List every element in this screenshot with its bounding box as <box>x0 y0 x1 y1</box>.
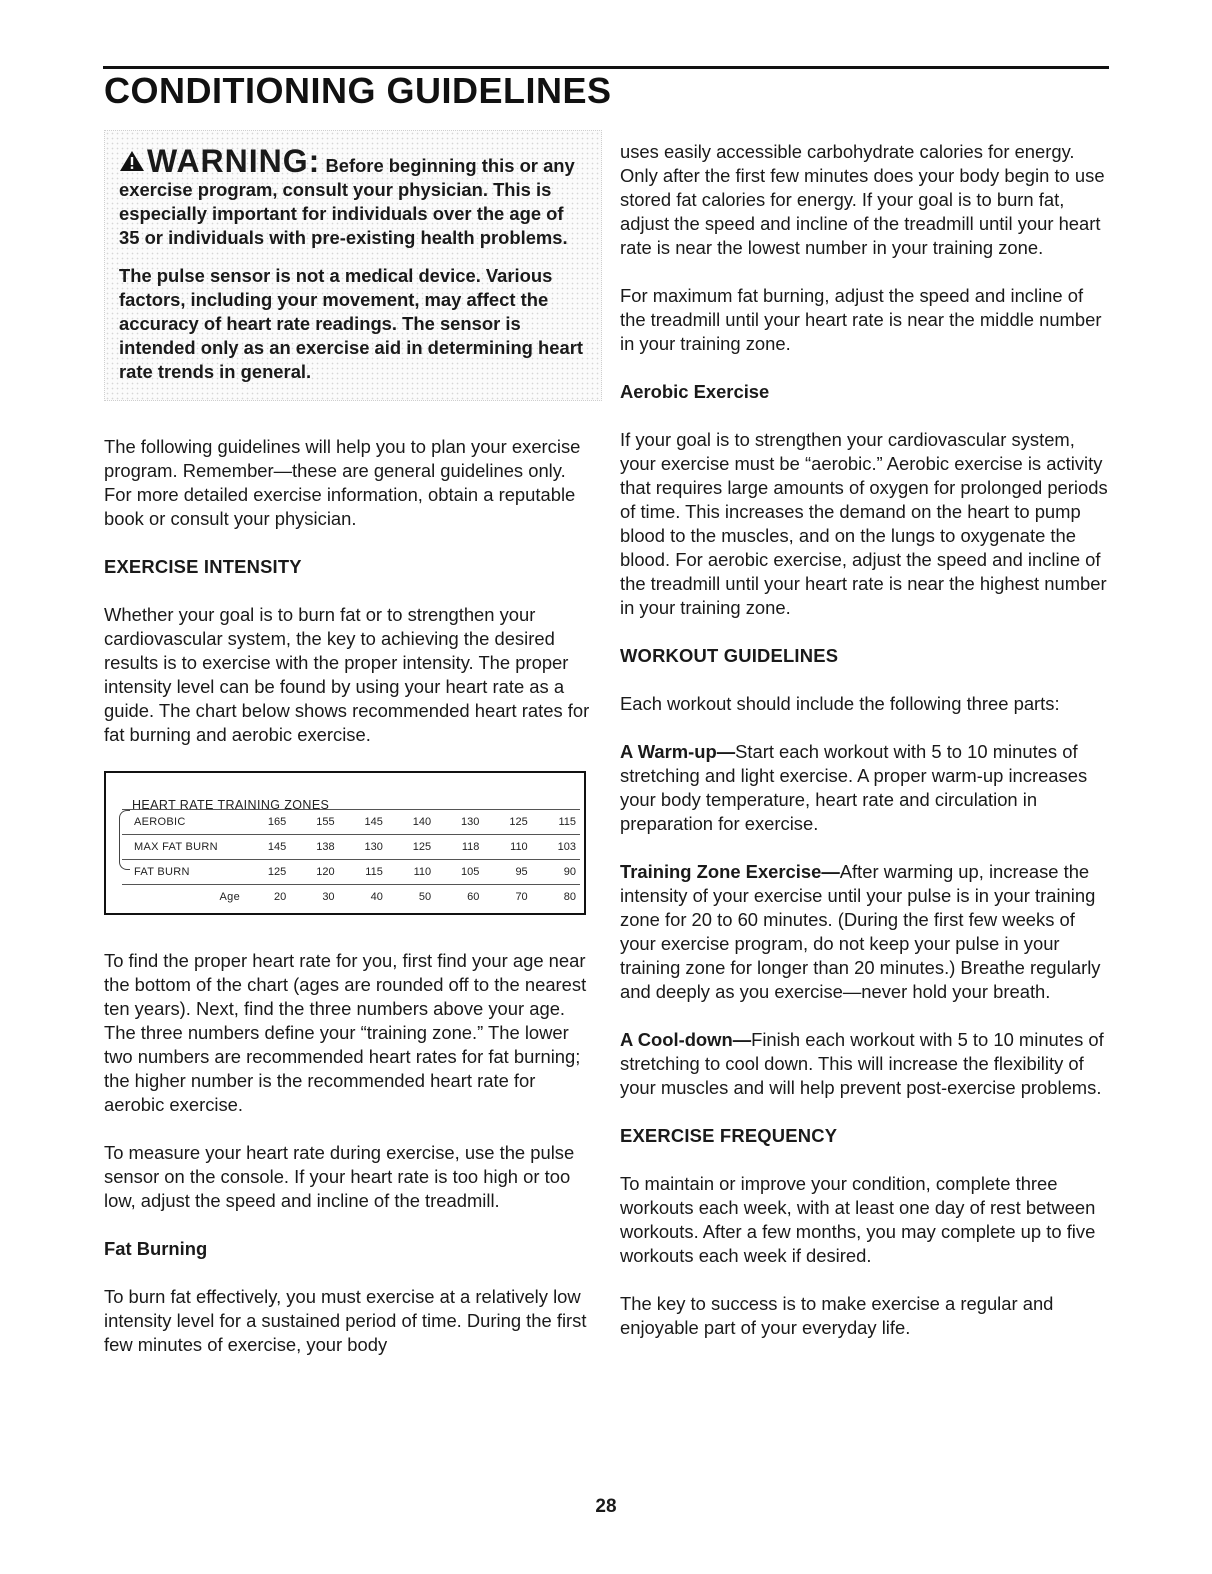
intro-paragraph: The following guidelines will help you to plan your exercise program. Remember—these are general guidelines only. For more detailed exercise information, obtain a reputable book or consult your physician. <box>104 436 581 529</box>
warning-lead-text: Before beginning this or any exercise program, consult your physician. This is especially important for individuals over the age of 35 or individuals with pre-existing health problems. <box>119 155 575 248</box>
age-value: 50 <box>418 891 432 903</box>
table-row <box>122 835 580 860</box>
age-value: 30 <box>322 891 335 903</box>
training-zone-paragraph <box>620 860 1110 1004</box>
age-label: Age <box>219 891 240 903</box>
heart-rate-value: 140 <box>387 810 435 835</box>
table-row <box>122 860 580 885</box>
cooldown-lead: A Cool-down— <box>620 1029 752 1050</box>
zone-label: AEROBIC <box>122 810 242 835</box>
heart-rate-value: 115 <box>339 860 387 885</box>
find-heart-rate-paragraph: To find the proper heart rate for you, first find your age near the bottom of the chart (ages are rounded off to the nearest ten years). Next, find the three numbers above your age. The three numbers define your “training zone.” The lower two numbers are recommended heart rates for fat burning; the higher number is the recommended heart rate for aerobic exercise. <box>104 950 587 1115</box>
left-column <box>104 130 594 1381</box>
age-value: 70 <box>515 891 528 903</box>
training-zone-lead: Training Zone Exercise— <box>620 861 840 882</box>
warning-box <box>104 130 602 401</box>
heart-rate-value: 165 <box>242 810 290 835</box>
exercise-intensity-heading: EXERCISE INTENSITY <box>104 556 302 577</box>
warning-second-text: The pulse sensor is not a medical device. Various factors, including your movement, may affect the accuracy of heart rate readings. The sensor is intended only as an exercise aid in determining heart rate trends in general. <box>119 265 583 382</box>
aerobic-exercise-heading: Aerobic Exercise <box>620 381 770 402</box>
training-zone-text: After warming up, increase the intensity of your exercise until your pulse is in your training zone for 20 to 60 minutes. (During the first few weeks of your exercise program, do not keep your pulse in your training zone for longer than 20 minutes.) Breathe regularly and deeply as you exercise—never hold your breath. <box>620 861 1101 1002</box>
fat-burning-heading: Fat Burning <box>104 1238 208 1259</box>
age-row <box>122 885 580 910</box>
workout-guidelines-heading: WORKOUT GUIDELINES <box>620 645 839 666</box>
heart-rate-value: 145 <box>339 810 387 835</box>
measure-paragraph: To measure your heart rate during exercise, use the pulse sensor on the console. If your heart rate is too high or too low, adjust the speed and incline of the treadmill. <box>104 1142 575 1211</box>
cooldown-text: Finish each workout with 5 to 10 minutes of stretching to cool down. This will increase the flexibility of your muscles and will help prevent post-exercise problems. <box>620 1029 1104 1098</box>
heart-rate-value: 103 <box>532 835 580 860</box>
heart-rate-value: 105 <box>435 860 483 885</box>
age-value: 40 <box>370 891 383 903</box>
heart-rate-value: 110 <box>387 860 435 885</box>
zone-label: MAX FAT BURN <box>122 835 242 860</box>
heart-rate-value: 120 <box>290 860 338 885</box>
chart-title: HEART RATE TRAINING ZONES <box>132 798 330 812</box>
heart-rate-value: 155 <box>290 810 338 835</box>
heart-rate-value: 115 <box>532 810 580 835</box>
cooldown-paragraph <box>620 1028 1110 1100</box>
fat-burning-paragraph: To burn fat effectively, you must exercise at a relatively low intensity level for a sustained period of time. During the first few minutes of exercise, your body <box>104 1286 587 1355</box>
right-column <box>620 140 1110 1364</box>
table-row <box>122 810 580 835</box>
intensity-paragraph: Whether your goal is to burn fat or to strengthen your cardiovascular system, the key to achieving the desired results is to exercise with the proper intensity. The proper intensity level can be found by using your heart rate as a guide. The chart below shows recommended heart rates for fat burning and aerobic exercise. <box>104 604 590 745</box>
heart-rate-value: 118 <box>435 835 483 860</box>
heart-rate-value: 90 <box>532 860 580 885</box>
heart-rate-value: 110 <box>483 835 531 860</box>
heart-rate-value: 130 <box>339 835 387 860</box>
key-to-success-paragraph: The key to success is to make exercise a regular and enjoyable part of your everyday life. <box>620 1293 1054 1338</box>
warmup-paragraph <box>620 740 1110 836</box>
age-value: 80 <box>563 891 576 903</box>
warmup-lead: A Warm-up— <box>620 741 736 762</box>
heart-rate-chart <box>104 771 586 915</box>
zone-label: FAT BURN <box>122 860 242 885</box>
heart-rate-value: 125 <box>483 810 531 835</box>
warning-lead-paragraph <box>119 143 589 250</box>
exercise-frequency-heading: EXERCISE FREQUENCY <box>620 1125 838 1146</box>
age-value: 60 <box>467 891 480 903</box>
workout-intro-paragraph: Each workout should include the following three parts: <box>620 693 1060 714</box>
warning-triangle-icon <box>119 150 145 172</box>
heart-rate-value: 125 <box>242 860 290 885</box>
aerobic-paragraph: If your goal is to strengthen your cardiovascular system, your exercise must be “aerobic.” Aerobic exercise is activity that requires large amounts of oxygen for prolonged periods of time. This increases the demand on the heart to pump blood to the muscles, and on the lungs to oxygenate the blood. For aerobic exercise, adjust the speed and incline of the treadmill until your heart rate is near the highest number in your training zone. <box>620 429 1108 618</box>
heart-rate-value: 130 <box>435 810 483 835</box>
heart-rate-value: 95 <box>483 860 531 885</box>
frequency-paragraph: To maintain or improve your condition, complete three workouts each week, with at least one day of rest between workouts. After a few months, you may complete up to five workouts each week if desired. <box>620 1173 1096 1266</box>
title-rule <box>103 66 1109 69</box>
heart-rate-value: 145 <box>242 835 290 860</box>
page-number: 28 <box>595 1496 617 1517</box>
warmup-text: Start each workout with 5 to 10 minutes of stretching and light exercise. A proper warm-up increases your body temperature, heart rate and circulation in preparation for exercise. <box>620 741 1088 834</box>
age-value: 20 <box>274 891 287 903</box>
heart-rate-table <box>122 809 580 909</box>
warning-word: WARNING: <box>147 143 321 179</box>
page-title: CONDITIONING GUIDELINES <box>104 70 612 111</box>
heart-rate-value: 125 <box>387 835 435 860</box>
heart-rate-value: 138 <box>290 835 338 860</box>
max-fat-paragraph: For maximum fat burning, adjust the speed and incline of the treadmill until your heart rate is near the middle number in your training zone. <box>620 285 1102 354</box>
continued-paragraph: uses easily accessible carbohydrate calories for energy. Only after the first few minutes does your body begin to use stored fat calories for energy. If your goal is to burn fat, adjust the speed and incline of the treadmill until your heart rate is near the lowest number in your training zone. <box>620 141 1105 258</box>
